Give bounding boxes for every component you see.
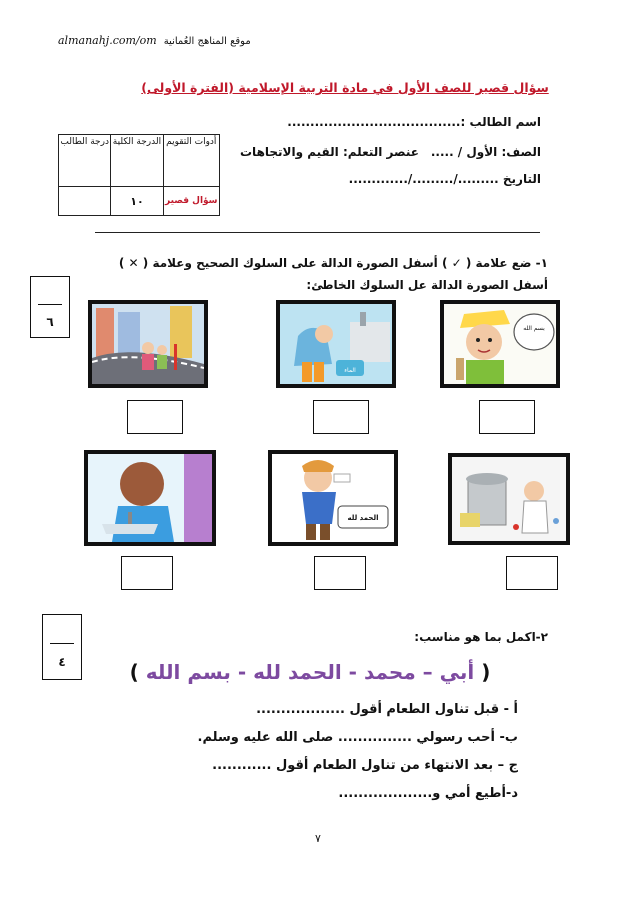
page-number: ٧ [315,832,321,845]
boy-trash-icon [452,457,566,541]
bubble-text: بسم الله [523,325,545,332]
q2-score: ٤ [58,655,66,669]
sentence-c: ج – بعد الانتهاء من تناول الطعام أقول ............ [212,758,518,773]
word-bank [120,660,500,684]
picture-boy-drinking [276,300,396,388]
q1-instruction-2: أسفل الصورة الدالة عل السلوك الخاطئ: [306,278,548,292]
picture-boy-trash [448,453,570,545]
paren-close: ) [129,660,139,684]
site-url: almanahj.com/om موقع المناهج العُمانية [58,34,251,47]
q2-score-box [42,614,82,680]
separator-1: – [422,660,433,684]
sentence-b: ب- أحب رسولي ............... صلى الله عليه وسلم. [197,730,518,745]
boy-bismillah-icon [444,304,556,384]
option-4: بسم الله [145,660,231,684]
separator-2: - [348,660,357,684]
header-student-grade: درجة الطالب [59,135,111,187]
answer-box-1[interactable] [127,400,183,434]
paren-open: ( [481,660,491,684]
date-field: التاريخ ........./........./............. [348,172,541,186]
cell-tool: سؤال قصير [163,187,219,216]
picture-boy-washing [84,450,216,546]
cell-total-grade: ١٠ [111,187,163,216]
answer-box-5[interactable] [314,556,366,590]
option-1: أبي [439,660,475,684]
q1-score-box [30,276,70,338]
student-name-field: اسم الطالب :...................................... [287,115,541,129]
learning-element: عنصر التعلم: القيم والاتجاهات [240,145,419,159]
answer-box-6[interactable] [506,556,558,590]
boy-drinking-icon [280,304,392,384]
boy-washing-icon [88,454,212,542]
grade-table [58,134,220,216]
answer-box-2[interactable] [313,400,369,434]
q1-instruction: ١- ضع علامة ( ✓ ) أسفل الصورة الدالة على السلوك الصحيح وعلامة ( ✕ ) [118,256,548,270]
picture-street-kids [88,300,208,388]
picture-boy-sneezing [268,450,398,546]
separator-3: - [237,660,247,684]
header-total-grade: الدرجة الكلية [111,135,163,187]
sign-text: الحمد لله [347,514,379,522]
sentence-a: أ - قبل تناول الطعام أقول .................. [256,702,518,717]
option-3: الحمد لله [253,660,342,684]
street-kids-icon [92,304,204,384]
grade-line: الصف: الأول / ..... [430,145,541,159]
header-assessment-tools: أدوات التقويم [163,135,219,187]
answer-box-3[interactable] [479,400,535,434]
cell-student-grade [59,187,111,216]
page-title: سؤال قصير للصف الأول في مادة التربية الإسلامية (الفترة الأولى) [141,80,549,95]
option-2: محمد [363,660,416,684]
boy-sneezing-icon [272,454,394,542]
answer-box-4[interactable] [121,556,173,590]
cup-label: الماء [344,367,356,374]
separator-line [95,232,540,233]
sentence-d: د-أطيع أمي و................... [338,786,518,801]
q2-heading: ٢-اكمل بما هو مناسب: [414,630,548,644]
picture-bismillah [440,300,560,388]
q1-score: ٦ [46,315,54,329]
